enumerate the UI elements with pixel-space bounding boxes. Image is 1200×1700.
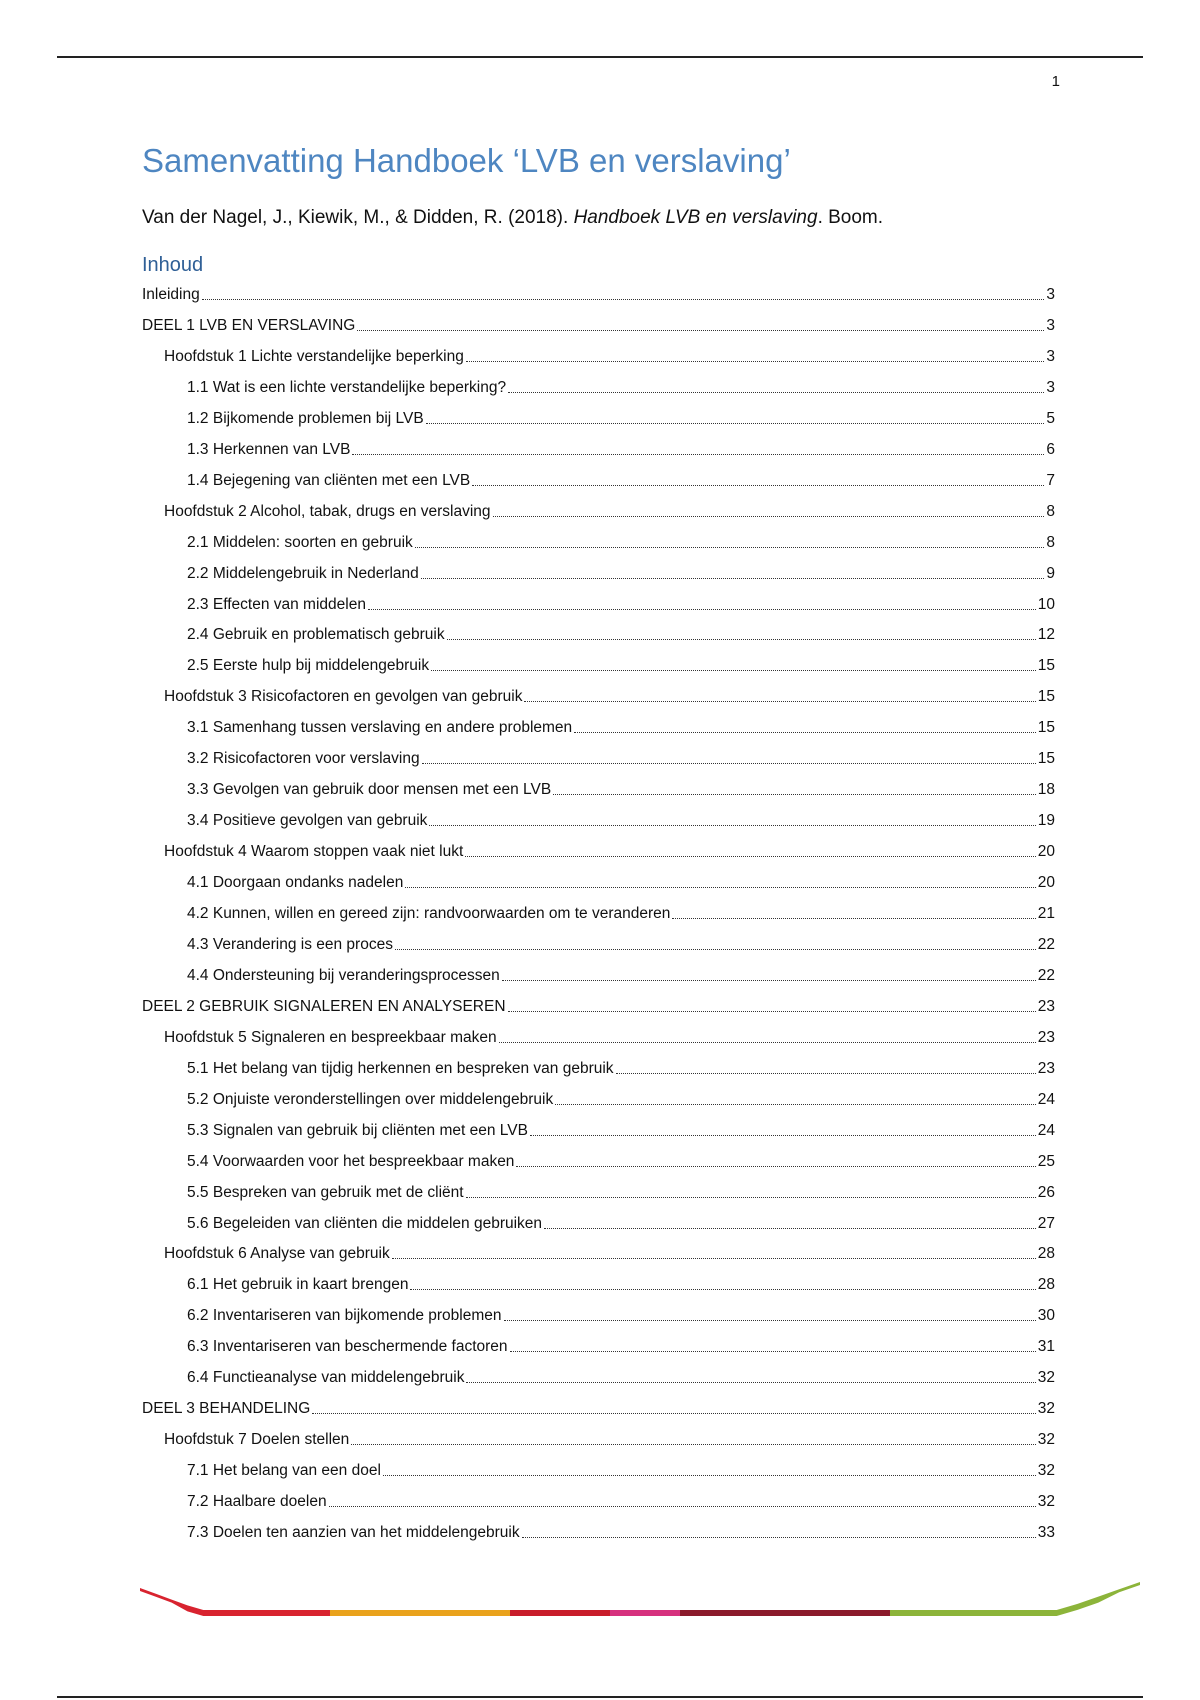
page-number: 1: [1051, 73, 1060, 90]
toc-entry[interactable]: [187, 955, 1055, 985]
toc-entry-title: 6.1 Het gebruik in kaart brengen: [187, 1276, 409, 1294]
toc-entry[interactable]: [187, 367, 1055, 397]
toc-entry[interactable]: [164, 1233, 1055, 1263]
toc-dot-leader: [410, 1289, 1035, 1290]
toc-entry[interactable]: [142, 1388, 1055, 1418]
toc-entry-title: 2.3 Effecten van middelen: [187, 595, 366, 613]
toc-dot-leader: [392, 1258, 1036, 1259]
toc-entry-title: 1.3 Herkennen van LVB: [187, 440, 351, 458]
toc-entry-title: 5.6 Begeleiden van cliënten die middelen gebruiken: [187, 1214, 543, 1232]
toc-entry-page: 24: [1037, 1090, 1055, 1108]
bottom-rule: [57, 1696, 1143, 1698]
toc-dot-leader: [510, 1351, 1036, 1352]
toc-heading: Inhoud: [142, 254, 204, 276]
toc-entry-title: 5.3 Signalen van gebruik bij cliënten met een LVB: [187, 1121, 528, 1139]
toc-entry-page: 15: [1037, 719, 1055, 737]
toc-entry[interactable]: [187, 1203, 1055, 1233]
toc-entry-page: 3: [1046, 316, 1055, 334]
citation-book-title: Handboek LVB en verslaving: [573, 207, 818, 228]
toc-entry-page: 8: [1046, 533, 1055, 551]
toc-entry-title: Hoofdstuk 6 Analyse van gebruik: [164, 1245, 390, 1263]
toc-entry-title: 1.2 Bijkomende problemen bij LVB: [187, 409, 424, 427]
toc-entry[interactable]: [187, 707, 1055, 737]
toc-entry-page: 3: [1046, 378, 1055, 396]
toc-entry[interactable]: [187, 429, 1055, 459]
toc-entry-title: 3.4 Positieve gevolgen van gebruik: [187, 812, 428, 830]
toc-entry[interactable]: [187, 460, 1055, 490]
toc-dot-leader: [383, 1475, 1036, 1476]
toc-entry-page: 32: [1037, 1400, 1055, 1418]
toc-entry[interactable]: [187, 1512, 1055, 1542]
toc-entry-page: 10: [1037, 595, 1055, 613]
toc-entry-page: 31: [1037, 1338, 1055, 1356]
toc-entry[interactable]: [187, 738, 1055, 768]
toc-entry[interactable]: [164, 336, 1055, 366]
toc-entry[interactable]: [164, 1017, 1055, 1047]
toc-entry[interactable]: [187, 614, 1055, 644]
toc-entry-title: 7.1 Het belang van een doel: [187, 1462, 381, 1480]
toc-dot-leader: [555, 1104, 1036, 1105]
toc-entry-title: 6.2 Inventariseren van bijkomende problemen: [187, 1307, 502, 1325]
toc-entry-title: 7.3 Doelen ten aanzien van het middelengebruik: [187, 1524, 520, 1541]
toc-dot-leader: [502, 980, 1036, 981]
toc-entry-title: Hoofdstuk 4 Waarom stoppen vaak niet lukt: [164, 843, 464, 861]
toc-entry-title: 2.5 Eerste hulp bij middelengebruik: [187, 657, 430, 675]
toc-entry-title: Hoofdstuk 1 Lichte verstandelijke beperking: [164, 347, 464, 365]
toc-entry-page: 9: [1046, 564, 1055, 582]
toc-dot-leader: [426, 423, 1045, 424]
toc-dot-leader: [447, 639, 1036, 640]
toc-entry-page: 20: [1037, 843, 1055, 861]
toc-dot-leader: [429, 825, 1035, 826]
toc-entry-title: Inleiding: [142, 286, 200, 303]
toc-entry-page: 3: [1046, 347, 1055, 365]
toc-dot-leader: [493, 516, 1045, 517]
toc-entry-page: 15: [1037, 688, 1055, 706]
toc-dot-leader: [504, 1320, 1036, 1321]
toc-entry-page: 5: [1046, 409, 1055, 427]
toc-entry[interactable]: [187, 584, 1055, 614]
toc-entry-page: 23: [1037, 997, 1055, 1015]
toc-entry-page: 32: [1037, 1462, 1055, 1480]
toc-entry-title: 3.3 Gevolgen van gebruik door mensen met een LVB: [187, 781, 552, 799]
toc-entry-title: 3.1 Samenhang tussen verslaving en andere problemen: [187, 719, 573, 737]
toc-entry[interactable]: [187, 553, 1055, 583]
toc-entry-page: 32: [1037, 1493, 1055, 1511]
toc-dot-leader: [431, 670, 1036, 671]
toc-entry-page: 18: [1037, 781, 1055, 799]
toc-entry-page: 30: [1037, 1307, 1055, 1325]
toc-entry-page: 23: [1037, 1028, 1055, 1046]
footer-swoosh-decoration: [140, 1580, 1140, 1630]
toc-entry-page: 8: [1046, 502, 1055, 520]
toc-entry-page: 3: [1046, 286, 1055, 303]
toc-entry-page: 28: [1037, 1245, 1055, 1263]
toc-entry-title: 5.2 Onjuiste veronderstellingen over middelengebruik: [187, 1090, 554, 1108]
toc-dot-leader: [422, 763, 1036, 764]
toc-entry[interactable]: [187, 862, 1055, 892]
toc-entry-page: 22: [1037, 966, 1055, 984]
toc-entry-title: 5.4 Voorwaarden voor het bespreekbaar maken: [187, 1152, 515, 1170]
toc-dot-leader: [368, 609, 1036, 610]
toc-dot-leader: [329, 1506, 1036, 1507]
toc-entry[interactable]: [142, 305, 1055, 335]
toc-entry-title: 5.5 Bespreken van gebruik met de cliënt: [187, 1183, 464, 1201]
toc-entry[interactable]: [187, 769, 1055, 799]
swoosh-segment: [680, 1610, 890, 1616]
toc-dot-leader: [202, 299, 1045, 300]
toc-entry-page: 12: [1037, 626, 1055, 644]
toc-entry[interactable]: [187, 1264, 1055, 1294]
toc-entry-page: 25: [1037, 1152, 1055, 1170]
toc-dot-leader: [465, 856, 1036, 857]
toc-dot-leader: [553, 794, 1036, 795]
toc-entry-title: DEEL 3 BEHANDELING: [142, 1400, 311, 1418]
citation: [142, 207, 883, 229]
toc-entry-page: 20: [1037, 874, 1055, 892]
toc-dot-leader: [352, 454, 1044, 455]
swoosh-segment: [330, 1610, 510, 1616]
toc-entry[interactable]: [187, 1172, 1055, 1202]
toc-entry[interactable]: [164, 491, 1055, 521]
toc-entry-page: 32: [1037, 1369, 1055, 1387]
toc-entry-title: 6.3 Inventariseren van beschermende factoren: [187, 1338, 508, 1356]
toc-entry-title: 5.1 Het belang van tijdig herkennen en bespreken van gebruik: [187, 1059, 614, 1077]
toc-entry[interactable]: [187, 1048, 1055, 1078]
toc-entry[interactable]: [187, 1326, 1055, 1356]
toc-entry-page: 22: [1037, 935, 1055, 953]
toc-dot-leader: [516, 1166, 1035, 1167]
toc-entry-title: Hoofdstuk 5 Signaleren en bespreekbaar maken: [164, 1028, 497, 1046]
toc-entry[interactable]: [187, 924, 1055, 954]
toc-entry-page: 26: [1037, 1183, 1055, 1201]
toc-entry[interactable]: [164, 676, 1055, 706]
toc-entry-title: 4.1 Doorgaan ondanks nadelen: [187, 874, 404, 892]
toc-dot-leader: [466, 361, 1045, 362]
toc-entry[interactable]: [142, 986, 1055, 1016]
toc-entry-title: Hoofdstuk 7 Doelen stellen: [164, 1431, 350, 1449]
swoosh-segment: [890, 1582, 1140, 1616]
toc-dot-leader: [466, 1382, 1035, 1383]
toc-entry-title: DEEL 1 LVB EN VERSLAVING: [142, 316, 356, 334]
toc-dot-leader: [421, 578, 1045, 579]
toc-entry[interactable]: [187, 522, 1055, 552]
toc-entry-page: 15: [1037, 657, 1055, 675]
toc-entry-title: Hoofdstuk 3 Risicofactoren en gevolgen van gebruik: [164, 688, 523, 706]
toc-entry[interactable]: [187, 1110, 1055, 1140]
toc-dot-leader: [522, 1537, 1036, 1538]
toc-entry-title: 2.2 Middelengebruik in Nederland: [187, 564, 419, 582]
toc-entry-page: 33: [1037, 1524, 1055, 1541]
toc-entry-page: 21: [1037, 905, 1055, 922]
toc-dot-leader: [357, 330, 1044, 331]
document-title: Samenvatting Handboek ‘LVB en verslaving’: [142, 142, 791, 179]
toc-dot-leader: [544, 1228, 1036, 1229]
toc-dot-leader: [616, 1073, 1036, 1074]
toc-entry-title: 4.3 Verandering is een proces: [187, 935, 393, 953]
top-rule: [57, 56, 1143, 58]
toc-dot-leader: [405, 887, 1035, 888]
toc-dot-leader: [472, 485, 1044, 486]
toc-dot-leader: [672, 918, 1035, 919]
toc-dot-leader: [499, 1042, 1036, 1043]
toc-entry[interactable]: [187, 1450, 1055, 1480]
toc-entry[interactable]: [187, 1295, 1055, 1325]
toc-entry[interactable]: [187, 1357, 1055, 1387]
toc-entry-title: Hoofdstuk 2 Alcohol, tabak, drugs en verslaving: [164, 502, 491, 520]
toc-entry[interactable]: [187, 1481, 1055, 1511]
toc-entry-title: 2.4 Gebruik en problematisch gebruik: [187, 626, 445, 644]
toc-entry-title: 3.2 Risicofactoren voor verslaving: [187, 750, 420, 768]
toc-entry-title: 7.2 Haalbare doelen: [187, 1493, 327, 1511]
toc-entry-page: 7: [1046, 471, 1055, 489]
toc-dot-leader: [415, 547, 1045, 548]
toc-entry-title: 1.1 Wat is een lichte verstandelijke beperking?: [187, 378, 507, 396]
toc-dot-leader: [312, 1413, 1035, 1414]
toc-dot-leader: [524, 701, 1035, 702]
toc-entry[interactable]: [187, 398, 1055, 428]
toc-entry-page: 27: [1037, 1214, 1055, 1232]
toc-entry-page: 28: [1037, 1276, 1055, 1294]
toc-entry[interactable]: [187, 800, 1055, 830]
toc-dot-leader: [395, 949, 1036, 950]
citation-authors: Van der Nagel, J., Kiewik, M., & Didden, R. (2018).: [142, 207, 574, 228]
toc-entry-page: 24: [1037, 1121, 1055, 1139]
toc-dot-leader: [466, 1197, 1036, 1198]
toc-entry[interactable]: [164, 831, 1055, 861]
swoosh-segment: [610, 1610, 680, 1616]
toc-entry-title: DEEL 2 GEBRUIK SIGNALEREN EN ANALYSEREN: [142, 997, 506, 1015]
toc-entry[interactable]: [142, 274, 1055, 304]
toc-entry[interactable]: [187, 645, 1055, 675]
toc-entry-title: 2.1 Middelen: soorten en gebruik: [187, 533, 413, 551]
swoosh-segment: [510, 1610, 610, 1616]
toc-entry-page: 6: [1046, 440, 1055, 458]
toc-entry-title: 4.4 Ondersteuning bij veranderingsprocessen: [187, 966, 500, 984]
toc-dot-leader: [508, 1011, 1036, 1012]
toc-entry-title: 6.4 Functieanalyse van middelengebruik: [187, 1369, 465, 1387]
toc-entry[interactable]: [187, 1141, 1055, 1171]
toc-entry[interactable]: [164, 1419, 1055, 1449]
toc-dot-leader: [351, 1444, 1035, 1445]
toc-entry-page: 15: [1037, 750, 1055, 768]
toc-dot-leader: [530, 1135, 1036, 1136]
toc-dot-leader: [508, 392, 1044, 393]
toc-entry-title: 1.4 Bejegening van cliënten met een LVB: [187, 471, 471, 489]
toc-entry-page: 19: [1037, 812, 1055, 830]
toc-entry[interactable]: [187, 1079, 1055, 1109]
toc-entry[interactable]: [187, 893, 1055, 923]
toc-dot-leader: [574, 732, 1036, 733]
toc-entry-page: 23: [1037, 1059, 1055, 1077]
toc-entry-title: 4.2 Kunnen, willen en gereed zijn: randvoorwaarden om te veranderen: [187, 905, 671, 922]
swoosh-segment: [140, 1588, 330, 1616]
toc-entry-page: 32: [1037, 1431, 1055, 1449]
citation-publisher: . Boom.: [817, 207, 884, 228]
